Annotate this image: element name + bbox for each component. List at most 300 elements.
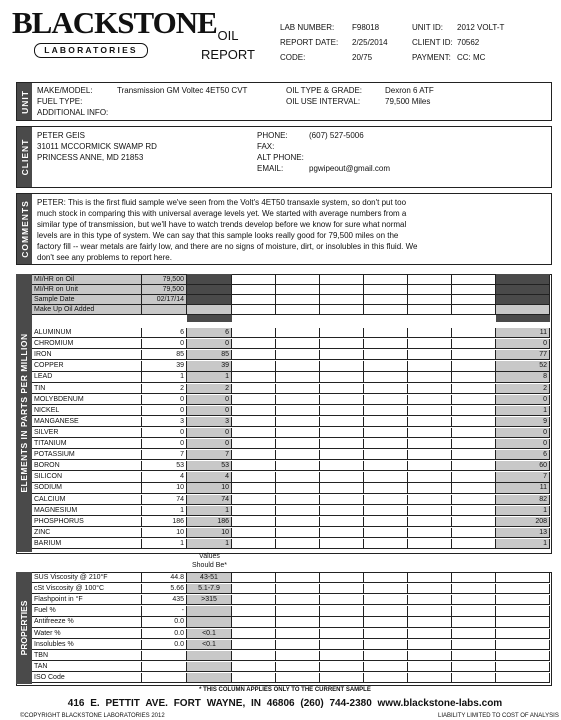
- table-cell: [232, 629, 276, 638]
- element-name: BARIUM: [32, 539, 142, 548]
- table-cell: [276, 328, 320, 337]
- table-cell: [276, 428, 320, 437]
- table-cell: [276, 595, 320, 604]
- element-universal-average: 82: [496, 495, 550, 504]
- element-value: 10: [142, 483, 187, 492]
- property-value: [142, 662, 187, 671]
- table-cell: [364, 406, 408, 415]
- table-cell: [320, 406, 364, 415]
- table-cell: [364, 339, 408, 348]
- table-cell: [364, 584, 408, 593]
- element-universal-average: 8: [496, 372, 550, 381]
- element-name: PHOSPHORUS: [32, 517, 142, 526]
- table-cell: [496, 651, 550, 660]
- table-cell: [276, 372, 320, 381]
- table-cell: [364, 384, 408, 393]
- table-cell: [276, 361, 320, 370]
- element-value: 1: [142, 372, 187, 381]
- element-name: TIN: [32, 384, 142, 393]
- header-labels-right: UNIT ID: CLIENT ID: PAYMENT:: [412, 23, 453, 62]
- table-cell: [496, 595, 550, 604]
- property-name: TBN: [32, 651, 142, 660]
- element-universal-average: 1: [496, 539, 550, 548]
- client-section: CLIENT PETER GEIS 31011 MCCORMICK SWAMP RD PRINCESS ANNE, MD 21853 PHONE: FAX: ALT PHONE: EMAIL: (607) 527-5006 pgwipeout@gmail.com: [16, 126, 552, 188]
- sample-info-label: Make Up Oil Added: [32, 305, 142, 314]
- element-unit-average: 0: [187, 339, 232, 348]
- element-row: [32, 372, 550, 382]
- sample-info-row: [32, 305, 550, 315]
- table-cell: [408, 384, 452, 393]
- element-universal-average: 0: [496, 395, 550, 404]
- table-cell: [364, 472, 408, 481]
- element-name: COPPER: [32, 361, 142, 370]
- element-unit-average: 10: [187, 528, 232, 537]
- client-address-1: 31011 MCCORMICK SWAMP RD: [37, 142, 157, 151]
- element-name: CALCIUM: [32, 495, 142, 504]
- table-cell: [452, 372, 496, 381]
- element-row: [32, 517, 550, 527]
- element-row: [32, 483, 550, 493]
- table-cell: [320, 439, 364, 448]
- table-cell: [496, 573, 550, 582]
- element-value: 0: [142, 339, 187, 348]
- element-unit-average: 4: [187, 472, 232, 481]
- table-cell: [364, 461, 408, 470]
- table-cell: [452, 640, 496, 649]
- element-row: [32, 350, 550, 360]
- table-cell: [232, 406, 276, 415]
- table-cell: [320, 372, 364, 381]
- table-cell: [452, 428, 496, 437]
- element-value: 186: [142, 517, 187, 526]
- element-value: 3: [142, 417, 187, 426]
- property-name: ISO Code: [32, 673, 142, 682]
- table-cell: [320, 673, 364, 682]
- table-cell: [452, 629, 496, 638]
- table-cell: [320, 539, 364, 548]
- sample-info-value: 79,500: [142, 285, 187, 294]
- property-row: [32, 640, 550, 650]
- table-cell: [320, 629, 364, 638]
- table-cell: [452, 295, 496, 304]
- property-name: cSt Viscosity @ 100°C: [32, 584, 142, 593]
- table-cell: [232, 361, 276, 370]
- table-cell: [496, 629, 550, 638]
- property-value: 0.0: [142, 629, 187, 638]
- table-cell: [364, 539, 408, 548]
- table-cell: [232, 595, 276, 604]
- element-unit-average: 1: [187, 372, 232, 381]
- element-row: [32, 339, 550, 349]
- table-cell: [408, 640, 452, 649]
- values-should-be-header: Values Should Be*: [191, 553, 228, 569]
- table-cell: [276, 673, 320, 682]
- element-unit-average: 53: [187, 461, 232, 470]
- comments-section: COMMENTS PETER: This is the first fluid sample we've seen from the Volt's 4ET50 transaxle system, so don't put too much stock in comparing this with universal average levels yet. We started with average numbers from a similar type of transmission, but we'll have to watch trends develop before we know for sure what normal levels are in this type of system. We can say that this sample looks really good for 79,500 miles on the factory fill -- wear metals are fairly low, and there are no signs of moisture, dirt, or insolubles in this fluid. We don't see any problems to report here.: [16, 193, 552, 265]
- element-unit-average: 85: [187, 350, 232, 359]
- table-cell: [452, 495, 496, 504]
- make-model: Transmission GM Voltec 4ET50 CVT: [117, 86, 248, 95]
- property-should-be: [187, 673, 232, 682]
- table-cell: [452, 275, 496, 284]
- sample-info-label: MI/HR on Unit: [32, 285, 142, 294]
- table-cell: [320, 461, 364, 470]
- element-unit-average: 3: [187, 417, 232, 426]
- footer-copyright: ©COPYRIGHT BLACKSTONE LABORATORIES 2012: [20, 713, 165, 719]
- table-cell: [276, 350, 320, 359]
- table-cell: [452, 617, 496, 626]
- table-cell: [232, 285, 276, 294]
- property-name: Fuel %: [32, 606, 142, 615]
- client-address-2: PRINCESS ANNE, MD 21853: [37, 153, 144, 162]
- property-value: 44.8: [142, 573, 187, 582]
- table-cell: [364, 606, 408, 615]
- table-cell: [452, 584, 496, 593]
- element-name: IRON: [32, 350, 142, 359]
- table-cell: [364, 328, 408, 337]
- sample-info-value: 02/17/14: [142, 295, 187, 304]
- table-cell: [232, 472, 276, 481]
- table-cell: [276, 285, 320, 294]
- element-value: 74: [142, 495, 187, 504]
- table-cell: [364, 651, 408, 660]
- code: 20/75: [352, 53, 373, 62]
- element-name: SILVER: [32, 428, 142, 437]
- table-cell: [408, 285, 452, 294]
- element-value: 1: [142, 506, 187, 515]
- element-unit-average: 0: [187, 428, 232, 437]
- table-cell: [276, 651, 320, 660]
- elements-sidebar: ELEMENTS IN PARTS PER MILLION: [16, 274, 32, 552]
- table-cell: [408, 662, 452, 671]
- client-name: PETER GEIS: [37, 131, 86, 140]
- table-cell: [364, 295, 408, 304]
- table-cell: [276, 495, 320, 504]
- property-value: [142, 673, 187, 682]
- table-cell: [320, 584, 364, 593]
- table-cell: [496, 275, 550, 284]
- property-value: [142, 651, 187, 660]
- element-name: MOLYBDENUM: [32, 395, 142, 404]
- element-name: LEAD: [32, 372, 142, 381]
- element-name: MAGNESIUM: [32, 506, 142, 515]
- client-email: pgwipeout@gmail.com: [309, 164, 391, 173]
- table-cell: [232, 662, 276, 671]
- table-cell: [232, 528, 276, 537]
- table-cell: [320, 573, 364, 582]
- report-title: OIL REPORT: [201, 28, 255, 62]
- element-unit-average: 186: [187, 517, 232, 526]
- report-date: 2/25/2014: [352, 38, 388, 47]
- table-cell: [276, 539, 320, 548]
- table-cell: [452, 483, 496, 492]
- element-value: 0: [142, 439, 187, 448]
- table-cell: [320, 606, 364, 615]
- property-name: Water %: [32, 629, 142, 638]
- element-universal-average: 9: [496, 417, 550, 426]
- element-row: [32, 428, 550, 438]
- element-universal-average: 0: [496, 439, 550, 448]
- element-universal-average: 1: [496, 406, 550, 415]
- element-value: 0: [142, 395, 187, 404]
- table-cell: [320, 528, 364, 537]
- table-cell: [496, 295, 550, 304]
- element-row: [32, 450, 550, 460]
- sample-info-value: [142, 305, 187, 314]
- element-value: 6: [142, 328, 187, 337]
- table-cell: [452, 461, 496, 470]
- table-cell: [408, 275, 452, 284]
- table-cell: [232, 483, 276, 492]
- element-row: [32, 528, 550, 538]
- property-row: [32, 584, 550, 594]
- table-cell: [364, 495, 408, 504]
- table-cell: [364, 428, 408, 437]
- table-cell: [320, 517, 364, 526]
- element-unit-average: 10: [187, 483, 232, 492]
- table-cell: [496, 285, 550, 294]
- element-unit-average: 1: [187, 539, 232, 548]
- table-cell: [408, 517, 452, 526]
- table-cell: [496, 617, 550, 626]
- comments-text: PETER: This is the first fluid sample we've seen from the Volt's 4ET50 transaxle system, so don't put too much stock in comparing this with universal average levels yet. We started with average numbers from a similar type of transmission, but we'll have to watch trends develop before we know for sure what normal levels are in this type of system. We can say that this sample looks really good for 79,500 miles on the factory fill -- wear metals are fairly low, and there are no signs of moisture, dirt, or insolubles in this fluid. We don't see any problems to report here.: [37, 198, 418, 262]
- element-value: 39: [142, 361, 187, 370]
- table-cell: [232, 417, 276, 426]
- element-unit-average: 1: [187, 506, 232, 515]
- element-row: [32, 539, 550, 549]
- table-cell: [408, 295, 452, 304]
- table-cell: [408, 350, 452, 359]
- table-cell: [364, 439, 408, 448]
- property-row: [32, 595, 550, 605]
- table-cell: [496, 606, 550, 615]
- table-cell: [496, 640, 550, 649]
- table-cell: [408, 506, 452, 515]
- table-cell: [408, 328, 452, 337]
- table-cell: [320, 384, 364, 393]
- table-cell: [452, 350, 496, 359]
- table-cell: [320, 328, 364, 337]
- element-row: [32, 461, 550, 471]
- table-cell: [276, 617, 320, 626]
- table-cell: [364, 517, 408, 526]
- table-cell: [452, 305, 496, 314]
- table-cell: [408, 339, 452, 348]
- element-universal-average: 11: [496, 483, 550, 492]
- table-cell: [320, 640, 364, 649]
- table-cell: [452, 450, 496, 459]
- table-cell: [276, 662, 320, 671]
- element-universal-average: 0: [496, 428, 550, 437]
- element-row: [32, 472, 550, 482]
- element-universal-average: 77: [496, 350, 550, 359]
- table-cell: [408, 584, 452, 593]
- header-labels-left: LAB NUMBER: REPORT DATE: CODE:: [280, 23, 339, 62]
- table-cell: [320, 295, 364, 304]
- element-name: SILICON: [32, 472, 142, 481]
- header-values-right: [457, 20, 504, 65]
- table-cell: [452, 651, 496, 660]
- table-cell: [232, 461, 276, 470]
- table-cell: [364, 573, 408, 582]
- table-cell: [276, 295, 320, 304]
- properties-sidebar: PROPERTIES: [16, 572, 32, 684]
- table-cell: [320, 450, 364, 459]
- element-value: 10: [142, 528, 187, 537]
- table-cell: [364, 372, 408, 381]
- unit-section: UNIT MAKE/MODEL: FUEL TYPE: ADDITIONAL INFO: Transmission GM Voltec 4ET50 CVT OIL TYPE & GRADE: OIL USE INTERVAL: Dexron 6 ATF 79,500 Miles: [16, 82, 552, 121]
- table-cell: [320, 617, 364, 626]
- table-cell: [408, 617, 452, 626]
- table-cell: [408, 528, 452, 537]
- header-values-left: [352, 20, 388, 65]
- table-cell: [496, 662, 550, 671]
- table-cell: [232, 275, 276, 284]
- table-cell: [364, 395, 408, 404]
- property-should-be: 5.1-7.9: [187, 584, 232, 593]
- table-cell: [408, 573, 452, 582]
- property-name: Insolubles %: [32, 640, 142, 649]
- element-unit-average: 6: [187, 328, 232, 337]
- table-cell: [408, 629, 452, 638]
- sample-info-row: [32, 285, 550, 295]
- table-cell: [232, 651, 276, 660]
- table-cell: [187, 275, 232, 284]
- property-should-be: [187, 651, 232, 660]
- sample-info-label: Sample Date: [32, 295, 142, 304]
- table-cell: [452, 384, 496, 393]
- table-cell: [408, 595, 452, 604]
- table-cell: [232, 395, 276, 404]
- table-cell: [452, 673, 496, 682]
- table-cell: [320, 595, 364, 604]
- table-cell: [232, 539, 276, 548]
- table-cell: [364, 350, 408, 359]
- table-cell: [496, 584, 550, 593]
- table-cell: [276, 573, 320, 582]
- table-cell: [452, 662, 496, 671]
- table-cell: [452, 517, 496, 526]
- table-cell: [276, 417, 320, 426]
- table-cell: [320, 651, 364, 660]
- table-cell: [496, 673, 550, 682]
- table-cell: [452, 417, 496, 426]
- table-cell: [408, 372, 452, 381]
- table-cell: [408, 406, 452, 415]
- element-universal-average: 0: [496, 339, 550, 348]
- element-unit-average: 0: [187, 395, 232, 404]
- table-cell: [232, 506, 276, 515]
- element-unit-average: 0: [187, 439, 232, 448]
- table-cell: [364, 305, 408, 314]
- client-phone: (607) 527-5006: [309, 131, 364, 140]
- table-cell: [232, 617, 276, 626]
- table-cell: [320, 361, 364, 370]
- table-cell: [276, 528, 320, 537]
- property-row: [32, 651, 550, 661]
- element-universal-average: 52: [496, 361, 550, 370]
- element-name: MANGANESE: [32, 417, 142, 426]
- element-row: [32, 395, 550, 405]
- table-cell: [320, 428, 364, 437]
- footnote: * THIS COLUMN APPLIES ONLY TO THE CURRENT SAMPLE: [199, 687, 371, 693]
- table-cell: [276, 439, 320, 448]
- element-value: 0: [142, 406, 187, 415]
- footer-liability: LIABILITY LIMITED TO COST OF ANALYSIS: [438, 713, 559, 719]
- element-universal-average: 2: [496, 384, 550, 393]
- property-name: TAN: [32, 662, 142, 671]
- footer-address: 416 E. PETTIT AVE. FORT WAYNE, IN 46806 (260) 744-2380 www.blackstone-labs.com: [67, 698, 503, 709]
- table-cell: [232, 517, 276, 526]
- table-cell: [232, 640, 276, 649]
- table-cell: [408, 673, 452, 682]
- table-cell: [232, 673, 276, 682]
- table-cell: [408, 461, 452, 470]
- table-cell: [320, 285, 364, 294]
- table-cell: [364, 528, 408, 537]
- property-name: Flashpoint in °F: [32, 595, 142, 604]
- property-should-be: [187, 662, 232, 671]
- property-value: 5.66: [142, 584, 187, 593]
- table-cell: [320, 350, 364, 359]
- element-unit-average: 7: [187, 450, 232, 459]
- element-value: 2: [142, 384, 187, 393]
- property-should-be: 43-51: [187, 573, 232, 582]
- element-unit-average: 74: [187, 495, 232, 504]
- table-cell: [364, 617, 408, 626]
- element-unit-average: 2: [187, 384, 232, 393]
- table-cell: [276, 275, 320, 284]
- table-cell: [452, 606, 496, 615]
- table-cell: [364, 595, 408, 604]
- element-name: ALUMINUM: [32, 328, 142, 337]
- table-cell: [452, 339, 496, 348]
- table-cell: [232, 495, 276, 504]
- table-cell: [232, 305, 276, 314]
- table-cell: [364, 483, 408, 492]
- table-cell: [320, 495, 364, 504]
- element-universal-average: 1: [496, 506, 550, 515]
- property-should-be: [187, 606, 232, 615]
- element-value: 53: [142, 461, 187, 470]
- table-cell: [232, 439, 276, 448]
- property-row: [32, 629, 550, 639]
- table-cell: [276, 339, 320, 348]
- table-cell: [452, 439, 496, 448]
- table-cell: [276, 472, 320, 481]
- element-row: [32, 439, 550, 449]
- table-cell: [232, 573, 276, 582]
- property-row: [32, 673, 550, 683]
- table-cell: [276, 483, 320, 492]
- table-cell: [320, 395, 364, 404]
- table-cell: [232, 384, 276, 393]
- oil-interval: 79,500 Miles: [385, 97, 431, 106]
- table-cell: [452, 539, 496, 548]
- table-cell: [232, 339, 276, 348]
- table-cell: [364, 361, 408, 370]
- table-cell: [232, 350, 276, 359]
- table-cell: [276, 629, 320, 638]
- table-cell: [320, 662, 364, 671]
- property-value: -: [142, 606, 187, 615]
- property-row: [32, 606, 550, 616]
- property-name: SUS Viscosity @ 210°F: [32, 573, 142, 582]
- element-name: CHROMIUM: [32, 339, 142, 348]
- element-row: [32, 361, 550, 371]
- table-cell: [276, 395, 320, 404]
- element-universal-average: 7: [496, 472, 550, 481]
